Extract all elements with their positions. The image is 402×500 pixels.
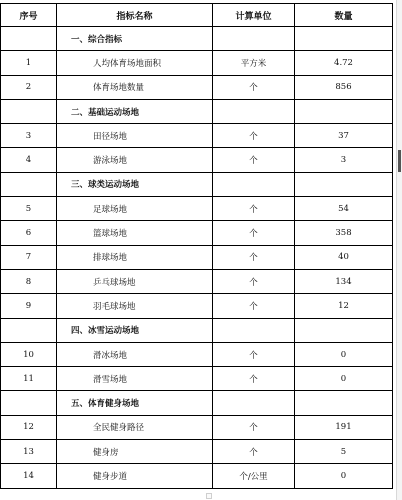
- unit: 平方米: [213, 51, 295, 75]
- section-serial-cell: [1, 172, 57, 196]
- indicator-name: 乒乓球场地: [57, 269, 213, 293]
- unit: 个: [213, 294, 295, 318]
- serial-number: 7: [1, 245, 57, 269]
- table-header-row: [1, 4, 393, 27]
- serial-number: 3: [1, 124, 57, 148]
- table-section-row: [1, 318, 393, 342]
- section-serial-cell: [1, 27, 57, 51]
- page-corner-marker: [206, 493, 212, 499]
- table-row: [1, 197, 393, 221]
- section-serial-cell: [1, 99, 57, 123]
- indicator-name: 羽毛球场地: [57, 294, 213, 318]
- serial-number: 1: [1, 51, 57, 75]
- header-serial-number: 序号: [1, 4, 57, 27]
- header-unit: 计算单位: [213, 4, 295, 27]
- indicator-name: 健身房: [57, 440, 213, 464]
- unit: 个: [213, 367, 295, 391]
- quantity: 3: [295, 148, 393, 172]
- section-value-cell: [295, 318, 393, 342]
- quantity: 5: [295, 440, 393, 464]
- section-label: 三、球类运动场地: [57, 172, 213, 196]
- indicator-name: 体育场地数量: [57, 75, 213, 99]
- table-row: [1, 367, 393, 391]
- table-row: [1, 51, 393, 75]
- section-unit-cell: [213, 391, 295, 415]
- section-label: 二、基础运动场地: [57, 99, 213, 123]
- unit: 个: [213, 245, 295, 269]
- table-section-row: [1, 172, 393, 196]
- serial-number: 10: [1, 342, 57, 366]
- indicator-name: 田径场地: [57, 124, 213, 148]
- table-row: [1, 221, 393, 245]
- section-label: 一、综合指标: [57, 27, 213, 51]
- unit: 个: [213, 342, 295, 366]
- unit: 个/公里: [213, 464, 295, 488]
- section-unit-cell: [213, 172, 295, 196]
- page-edge-marker: [398, 150, 401, 172]
- section-unit-cell: [213, 318, 295, 342]
- section-value-cell: [295, 27, 393, 51]
- page-right-edge: [396, 0, 402, 500]
- table-row: [1, 124, 393, 148]
- indicator-name: 足球场地: [57, 197, 213, 221]
- serial-number: 13: [1, 440, 57, 464]
- quantity: 37: [295, 124, 393, 148]
- header-quantity: 数量: [295, 4, 393, 27]
- serial-number: 2: [1, 75, 57, 99]
- statistics-table: [0, 3, 393, 489]
- indicator-name: 排球场地: [57, 245, 213, 269]
- table-row: [1, 148, 393, 172]
- table-row: [1, 464, 393, 488]
- indicator-name: 篮球场地: [57, 221, 213, 245]
- unit: 个: [213, 221, 295, 245]
- section-serial-cell: [1, 318, 57, 342]
- section-unit-cell: [213, 99, 295, 123]
- quantity: 358: [295, 221, 393, 245]
- unit: 个: [213, 269, 295, 293]
- unit: 个: [213, 197, 295, 221]
- header-indicator-name: 指标名称: [57, 4, 213, 27]
- indicator-name: 人均体育场地面积: [57, 51, 213, 75]
- section-label: 五、体育健身场地: [57, 391, 213, 415]
- indicator-name: 全民健身路径: [57, 415, 213, 439]
- unit: 个: [213, 415, 295, 439]
- quantity: 4.72: [295, 51, 393, 75]
- section-serial-cell: [1, 391, 57, 415]
- indicator-name: 滑冰场地: [57, 342, 213, 366]
- table-section-row: [1, 99, 393, 123]
- section-value-cell: [295, 172, 393, 196]
- unit: 个: [213, 75, 295, 99]
- indicator-name: 健身步道: [57, 464, 213, 488]
- quantity: 0: [295, 367, 393, 391]
- unit: 个: [213, 124, 295, 148]
- table-row: [1, 440, 393, 464]
- section-label: 四、冰雪运动场地: [57, 318, 213, 342]
- unit: 个: [213, 440, 295, 464]
- table-row: [1, 294, 393, 318]
- quantity: 0: [295, 464, 393, 488]
- quantity: 191: [295, 415, 393, 439]
- table-row: [1, 75, 393, 99]
- quantity: 134: [295, 269, 393, 293]
- serial-number: 11: [1, 367, 57, 391]
- quantity: 40: [295, 245, 393, 269]
- serial-number: 12: [1, 415, 57, 439]
- table-row: [1, 342, 393, 366]
- indicator-name: 游泳场地: [57, 148, 213, 172]
- table-section-row: [1, 27, 393, 51]
- section-unit-cell: [213, 27, 295, 51]
- quantity: 0: [295, 342, 393, 366]
- table-row: [1, 245, 393, 269]
- section-value-cell: [295, 99, 393, 123]
- quantity: 54: [295, 197, 393, 221]
- serial-number: 8: [1, 269, 57, 293]
- section-value-cell: [295, 391, 393, 415]
- table-section-row: [1, 391, 393, 415]
- unit: 个: [213, 148, 295, 172]
- serial-number: 9: [1, 294, 57, 318]
- serial-number: 4: [1, 148, 57, 172]
- serial-number: 6: [1, 221, 57, 245]
- table-row: [1, 415, 393, 439]
- serial-number: 14: [1, 464, 57, 488]
- indicator-name: 滑雪场地: [57, 367, 213, 391]
- quantity: 12: [295, 294, 393, 318]
- table-row: [1, 269, 393, 293]
- serial-number: 5: [1, 197, 57, 221]
- table-body: [1, 27, 393, 489]
- quantity: 856: [295, 75, 393, 99]
